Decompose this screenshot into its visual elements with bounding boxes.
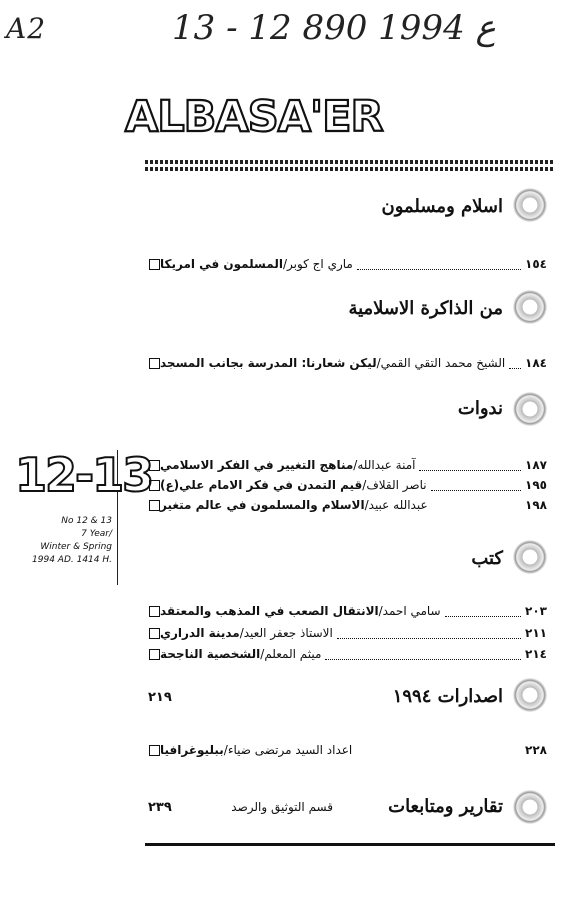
issue-line: Winter & Spring bbox=[40, 542, 112, 552]
checkbox-icon bbox=[149, 259, 160, 270]
entry-title: الشخصية الناجحة bbox=[160, 647, 261, 661]
entry-author: الاستاذ جعفر العيد bbox=[243, 626, 333, 640]
checkbox-icon bbox=[149, 460, 160, 471]
section-emblem-icon bbox=[513, 290, 547, 324]
section-emblem-icon bbox=[513, 678, 547, 712]
entry-page: ١٩٥ bbox=[525, 478, 547, 492]
section-title: كتب bbox=[471, 548, 503, 569]
leader-dots bbox=[431, 480, 521, 491]
section-title: من الذاكرة الاسلامية bbox=[348, 298, 503, 319]
entry-author: ماري اج كوبر bbox=[286, 257, 353, 271]
entry-page: ١٩٨ bbox=[525, 498, 547, 512]
leader-dots bbox=[357, 259, 521, 270]
entry-page: ١٨٧ bbox=[525, 458, 547, 472]
section-page: ٢١٩ bbox=[148, 690, 172, 705]
entry-author: الشيخ محمد التقي القمي bbox=[380, 356, 506, 370]
toc-entry[interactable]: المسلمون في امريكا / ماري اج كوبر ١٥٤ bbox=[143, 255, 547, 273]
section-emblem-icon bbox=[513, 392, 547, 426]
section-title: اصدارات ١٩٩٤ bbox=[392, 686, 503, 707]
issue-line: 1994 AD. 1414 H. bbox=[32, 555, 112, 565]
bottom-rule bbox=[145, 843, 555, 846]
issue-line: 7 Year/ bbox=[81, 529, 112, 539]
handwritten-code: A2 bbox=[6, 12, 47, 45]
entry-title: الانتقال الصعب في المذهب والمعتقد bbox=[160, 604, 379, 618]
checkbox-icon bbox=[149, 358, 160, 369]
checkbox-icon bbox=[149, 745, 160, 756]
leader-dots bbox=[337, 628, 521, 639]
entry-author: ناصر القلاف bbox=[366, 478, 427, 492]
toc-entry[interactable]: الاسلام والمسلمون في عالم متغير / عبدالله عبيد ١٩٨ bbox=[143, 496, 547, 514]
dashed-divider bbox=[145, 160, 555, 171]
toc-entry[interactable]: ببليوغرافيا / اعداد السيد مرتضى ضياء ٢٢٨ bbox=[143, 741, 547, 759]
section-emblem-icon bbox=[513, 188, 547, 222]
entry-author: عبدالله عبيد bbox=[368, 498, 428, 512]
journal-title: ALBASA'ER bbox=[125, 92, 383, 142]
entry-page: ١٥٤ bbox=[525, 257, 547, 271]
checkbox-icon bbox=[149, 649, 160, 660]
leader-dots bbox=[356, 745, 521, 755]
toc-entry[interactable]: قيم التمدن في فكر الامام علي(ع) / ناصر القلاف ١٩٥ bbox=[143, 476, 547, 494]
section-title: تقارير ومتابعات bbox=[388, 796, 503, 817]
entry-page: ١٨٤ bbox=[525, 356, 547, 370]
issue-line: No 12 & 13 bbox=[61, 516, 112, 526]
checkbox-icon bbox=[149, 480, 160, 491]
entry-title: ببليوغرافيا bbox=[160, 743, 224, 757]
entry-title: الاسلام والمسلمون في عالم متغير bbox=[160, 498, 365, 512]
handwritten-date: 13 - 12 ع 1994 890 bbox=[172, 8, 496, 48]
leader-dots bbox=[445, 606, 521, 617]
entry-page: ٢١٤ bbox=[525, 647, 547, 661]
toc-entry[interactable]: مدينة الدراري / الاستاذ جعفر العيد ٢١١ bbox=[143, 624, 547, 642]
entry-page: ٢١١ bbox=[525, 626, 547, 640]
leader-dots bbox=[325, 649, 521, 660]
leader-dots bbox=[419, 460, 521, 471]
toc-entry[interactable]: ليكن شعارنا: المدرسة بجانب المسجد / الشيخ محمد التقي القمي ١٨٤ bbox=[143, 354, 547, 372]
section-emblem-icon bbox=[513, 790, 547, 824]
section-title: ندوات bbox=[457, 398, 503, 419]
entry-author: ميثم المعلم bbox=[264, 647, 322, 661]
entry-title: المسلمون في امريكا bbox=[160, 257, 283, 271]
section-subtitle: قسم التوثيق والرصد bbox=[231, 800, 333, 814]
entry-author: سامي احمد bbox=[382, 604, 441, 618]
checkbox-icon bbox=[149, 606, 160, 617]
entry-author: اعداد السيد مرتضى ضياء bbox=[227, 743, 353, 757]
issue-number: 12-13 bbox=[15, 448, 153, 502]
leader-dots bbox=[432, 500, 521, 510]
checkbox-icon bbox=[149, 500, 160, 511]
toc-entry[interactable]: الشخصية الناجحة / ميثم المعلم ٢١٤ bbox=[143, 645, 547, 663]
toc-entry[interactable]: الانتقال الصعب في المذهب والمعتقد / سامي احمد ٢٠٣ bbox=[143, 602, 547, 620]
section-title: اسلام ومسلمون bbox=[381, 196, 503, 217]
entry-title: مناهج التغيير في الفكر الاسلامي bbox=[160, 458, 354, 472]
toc-entry[interactable]: مناهج التغيير في الفكر الاسلامي / آمنة عبدالله ١٨٧ bbox=[143, 456, 547, 474]
leader-dots bbox=[509, 358, 521, 369]
checkbox-icon bbox=[149, 628, 160, 639]
entry-title: ليكن شعارنا: المدرسة بجانب المسجد bbox=[160, 356, 377, 370]
entry-author: آمنة عبدالله bbox=[357, 458, 416, 472]
entry-page: ٢٠٣ bbox=[525, 604, 547, 618]
entry-title: مدينة الدراري bbox=[160, 626, 240, 640]
entry-page: ٢٢٨ bbox=[525, 743, 547, 757]
section-emblem-icon bbox=[513, 540, 547, 574]
entry-title: قيم التمدن في فكر الامام علي(ع) bbox=[160, 478, 363, 492]
section-page: ٢٣٩ bbox=[148, 800, 172, 815]
issue-info bbox=[18, 515, 112, 567]
